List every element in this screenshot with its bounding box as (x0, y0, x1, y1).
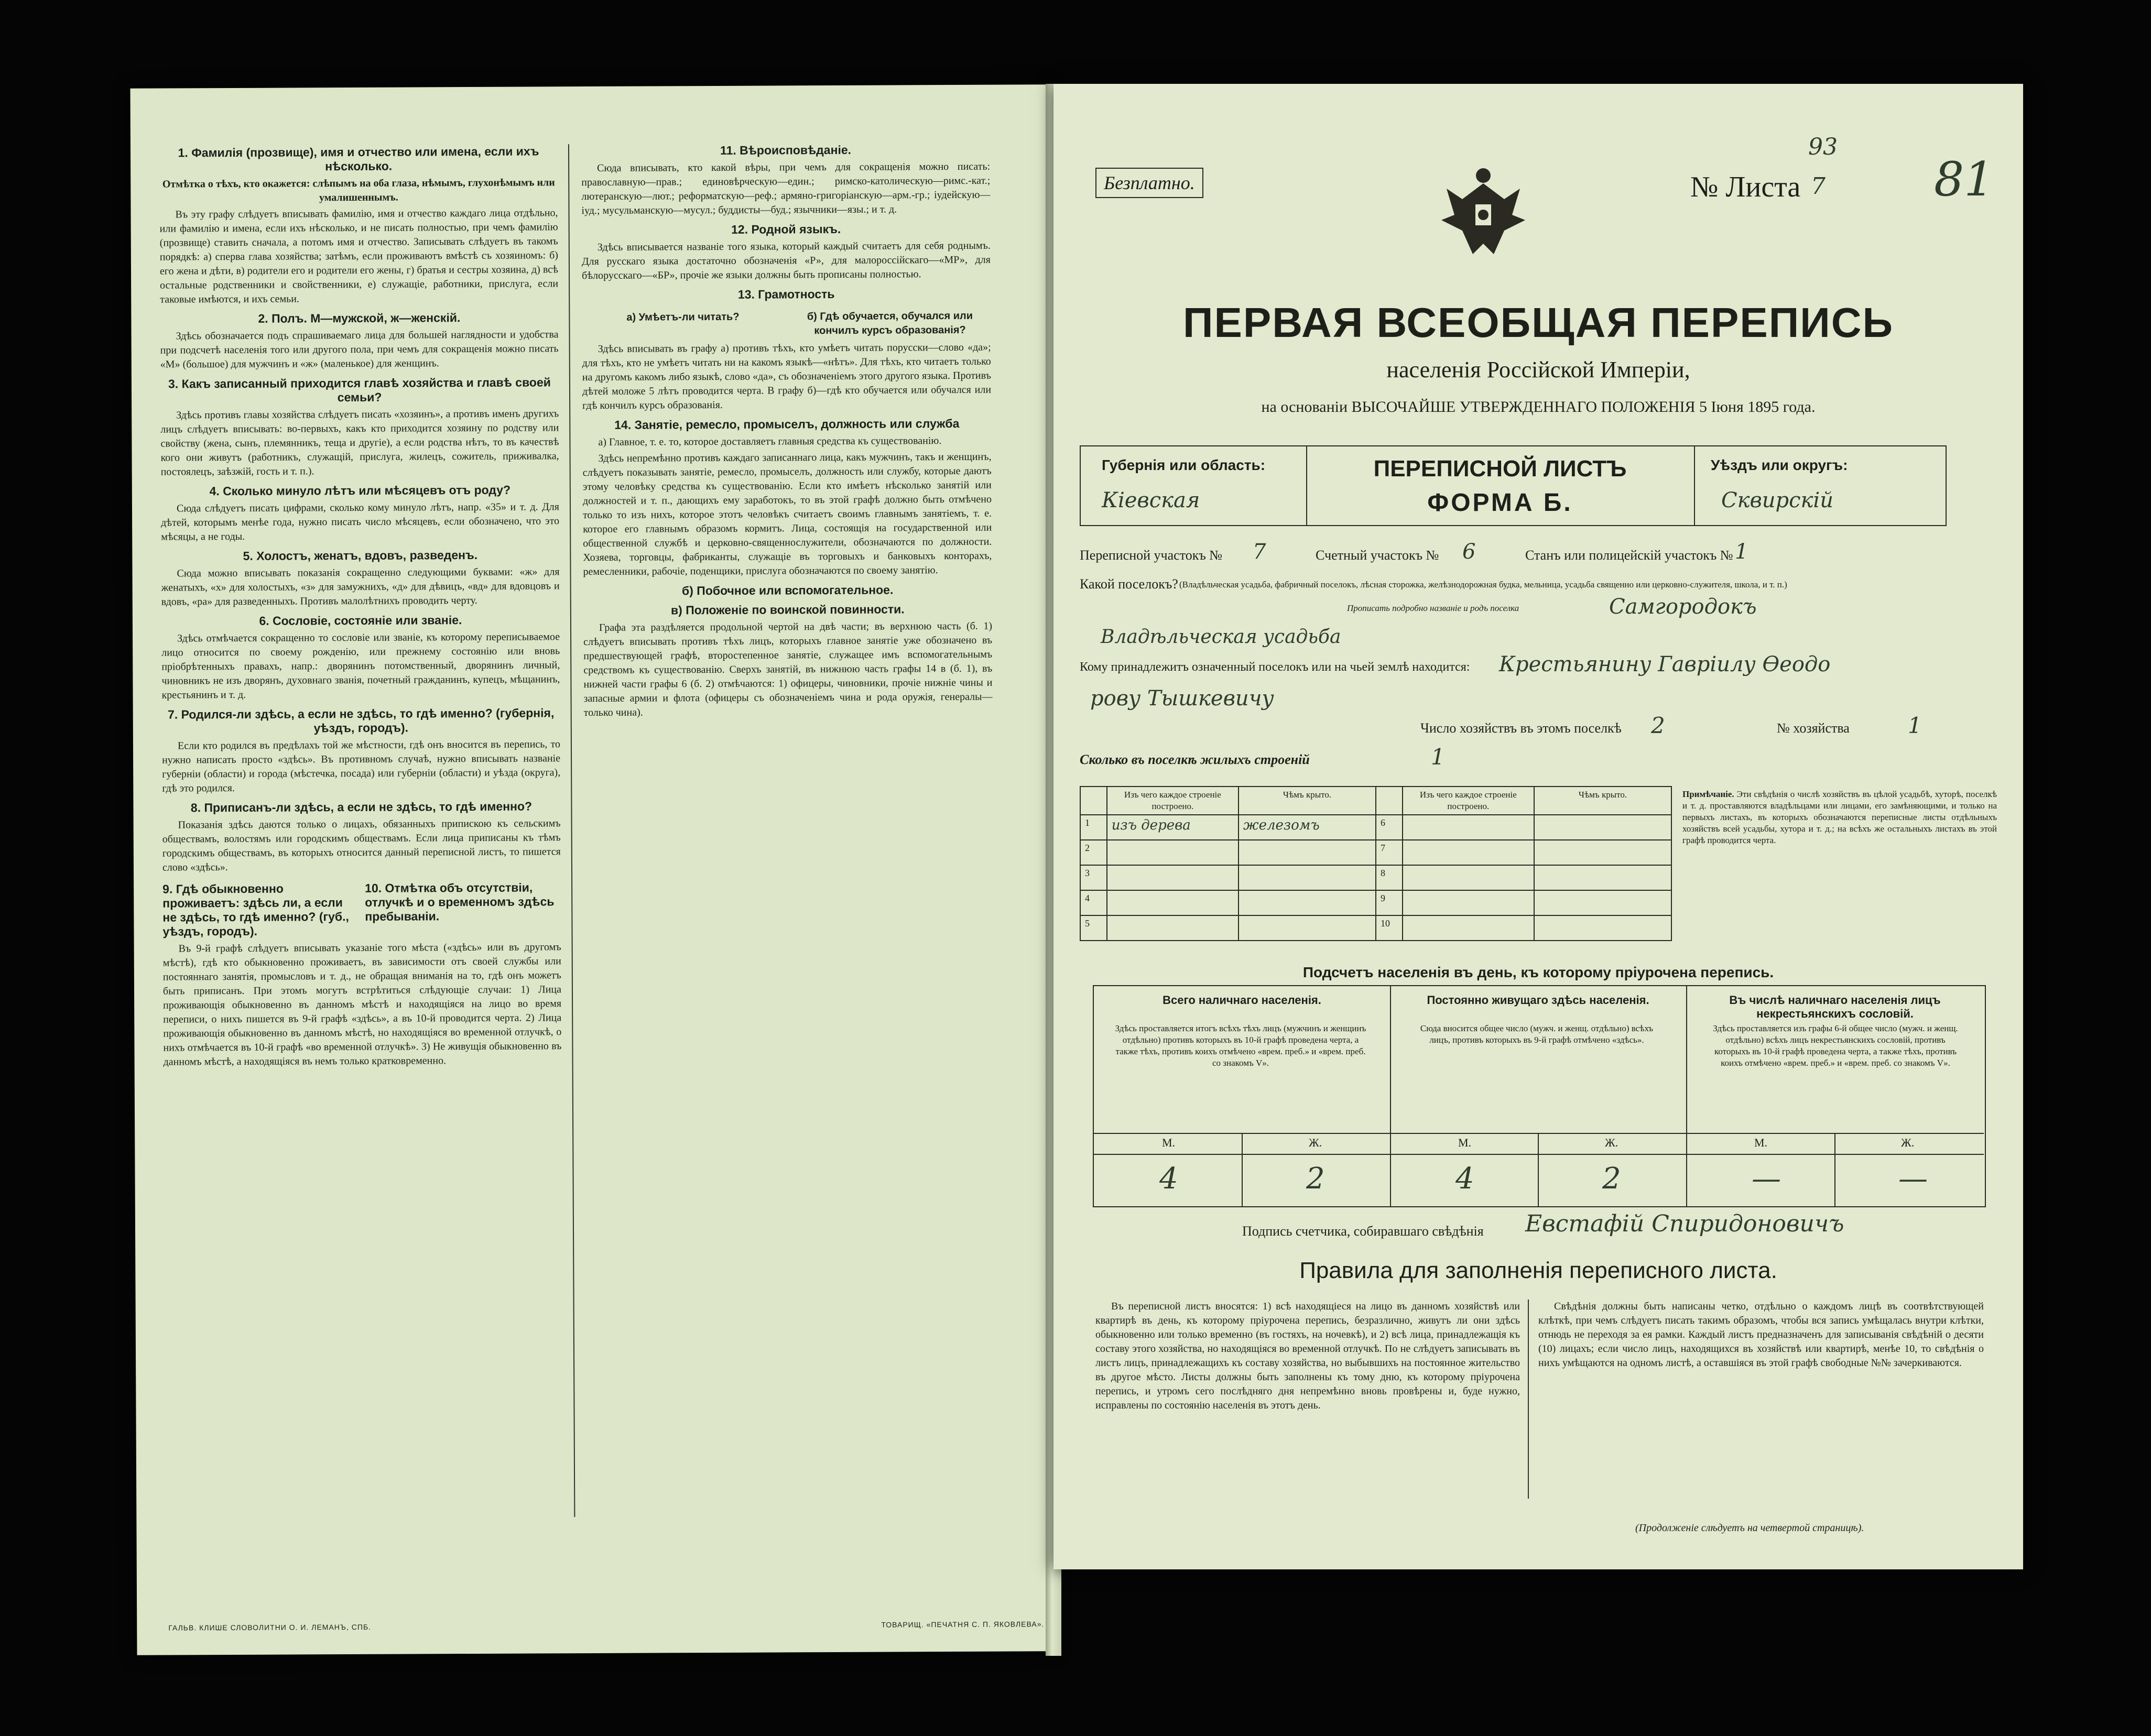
bld-material (1107, 865, 1239, 890)
count-area-value: 6 (1462, 540, 1476, 564)
pop-col3-body: Здѣсь проставляется изъ графы 6-й общее число (мужч. и женщ. отдѣльно) всѣхъ лицъ некрестьянскихъ сословій, противъ которыхъ въ 10-й графѣ проведена черта, а также тѣхъ, противъ коихъ отмѣчено «врем. преб.» и «врем. преб. со знакомъ V». (1713, 1023, 1958, 1068)
eagle-emblem (1431, 157, 1536, 262)
bld-num: 7 (1376, 840, 1403, 865)
bld-material-head-2: Изъ чего каждое строеніе построено. (1403, 787, 1534, 815)
pop-col3-title: Въ числѣ наличнаго населенія лицъ некрестьянскихъ сословій. (1729, 993, 1941, 1020)
bld-roof (1239, 890, 1376, 915)
sec13-a: а) Умѣетъ-ли читать? (626, 311, 740, 323)
buildings-note (1682, 789, 1997, 846)
settlement-hint-2: Прописать подробно названіе и родъ поселка (1347, 603, 1519, 613)
pop-divider (1094, 1133, 1984, 1134)
census-area-label: Переписной участокъ № (1080, 548, 1223, 563)
bld-num: 10 (1376, 915, 1403, 941)
left-footer: ГАЛЬВ. КЛИШЕ СЛОВОЛИТНИ О. И. ЛЕМАНЪ, СПБ. (168, 1622, 372, 1632)
pop-f-head-3: Ж. (1901, 1136, 1915, 1149)
sec9-body: Въ 9-й графѣ слѣдуетъ вписывать указаніе того мѣста («здѣсь» или въ другомъ мѣстѣ), гдѣ кто обыкновенно проживаетъ, въ зависимости отъ своей службы или постояннаго занятія, промысловъ и т. д., не обращая вниманія на то, гдѣ онъ можетъ быть приписанъ. При этомъ могутъ встрѣтиться слѣдующіе случаи: 1) Лица проживающія обыкновенно въ данномъ мѣстѣ и находящіяся на лицо во время переписи, о нихъ пишется въ 9-й графѣ «здѣсь», а въ 10-й проводится черта. 2) Лица проживающія обыкновенно въ данномъ мѣстѣ, но находящіяся во временной отлучкѣ, о нихъ отмѣчается въ 10-й графѣ «во временной отлучкѣ». 3) Не живущія обыкновенно въ данномъ мѣстѣ, а находящіяся въ немъ только кратковременно. (162, 941, 562, 1068)
bld-material-head: Изъ чего каждое строеніе построено. (1107, 787, 1239, 815)
district-value: Сквирскій (1721, 488, 1833, 512)
left-page (130, 84, 1054, 1655)
pop-mf-sep-3 (1834, 1133, 1835, 1206)
province-label: Губернія или область: (1102, 457, 1266, 473)
census-area-value: 7 (1253, 540, 1266, 564)
sec1-sub: Отмѣтка о тѣхъ, кто окажется: слѣпымъ на оба глаза, нѣмымъ, глухонѣмымъ или умалишеннымъ. (162, 177, 555, 204)
bld-roof: железомъ (1239, 815, 1376, 840)
bld-roof (1534, 890, 1671, 915)
bld-num: 6 (1376, 815, 1403, 840)
bld-material (1403, 840, 1534, 865)
bld-num: 3 (1080, 865, 1107, 890)
table-row (1080, 865, 1671, 890)
pop-mf-sep-2 (1538, 1133, 1539, 1206)
sec3-title: 3. Какъ записанный приходится главѣ хозяйства и главѣ своей семьи? (168, 375, 551, 405)
households-value: 2 (1651, 713, 1665, 738)
bld-num: 2 (1080, 840, 1107, 865)
sec14c-body: Графа эта раздѣляется продольной чертой на двѣ части; въ верхнюю часть (б. 1) слѣдуетъ вписывать противъ тѣхъ лицъ, которыхъ главное занятіе уже обозначено въ предшествующей графѣ, второстепенное занятіе, служащее имъ вспомогательнымъ средствомъ къ существованію. Сверхъ занятій, въ нижнюю часть графы 14 в (б. 1), въ нижней части графы 6 (б. 2) отмѣчаются: 1) офицеры, чиновники, прочіе нижніе чины и запасные армии и флота (офицеры съ обозначеніемъ чина и рода оружія, генералы—только чина). (583, 620, 993, 719)
count-area-label: Счетный участокъ № (1316, 548, 1439, 563)
police-area-label: Станъ или полицейскій участокъ № (1525, 548, 1733, 563)
double-headed-eagle-icon (1431, 157, 1536, 262)
table-row (1080, 840, 1671, 865)
sec10-title: 10. Отмѣтка объ отсутствіи, отлучкѣ и о временномъ здѣсь пребываніи. (365, 880, 555, 923)
stamp-number: 93 (1808, 134, 1838, 160)
signature-label: Подпись счетчика, собиравшаго свѣдѣнія (1242, 1224, 1484, 1239)
province-cell (1081, 446, 1307, 525)
continued-note: (Продолженіе слѣдуетъ на четвертой страницѣ). (1635, 1522, 1864, 1534)
signature-value: Евстафій Спиридоновичъ (1525, 1210, 1844, 1237)
bld-material (1107, 915, 1239, 941)
bld-num: 5 (1080, 915, 1107, 941)
pop-m-head-1: М. (1162, 1136, 1176, 1149)
province-value: Кіевская (1102, 488, 1200, 512)
sec9-title: 9. Гдѣ обыкновенно проживаетъ: здѣсь ли, а если не здѣсь, то гдѣ именно? (губ., уѣздъ, городъ). (162, 881, 349, 938)
sec12-title: 12. Родной языкъ. (731, 222, 841, 236)
sec5-body: Сюда можно вписывать показанія сокращенно следующими буквами: «ж» для женатыхъ, «х» для холостыхъ, «з» для замужнихъ, «д» для дѣвицъ, «вд» для вдовцовъ и вдовъ, «ра» для разведенныхъ. Противъ малолѣтнихъ проводить черту. (161, 566, 560, 608)
pop-f-head-1: Ж. (1309, 1136, 1322, 1149)
sec11-body: Сюда вписывать, кто какой вѣры, при чемъ для сокращенія можно писать: православную—прав.; единовѣрческую—един.; римско-католическую—римс.-кат.; лютеранскую—лют.; реформатскую—реф.; армяно-григоріанскую—арм.-гр.; іудейскую—іуд.; мусульманскую—мусул.; буддисты—буд.; язычники—язы.; и т. д. (581, 160, 991, 217)
sec7-body: Если кто родился въ предѣлахъ той же мѣстности, гдѣ онъ вносится въ перепись, то нужно написать просто «здѣсь». Въ противномъ случаѣ, нужно вписывать названіе губерніи (области) и города (мѣстечка, посада) или губерніи (области) и уѣзда (округа), гдѣ это родился. (162, 738, 561, 794)
police-area-value: 1 (1735, 540, 1748, 564)
pop-f-head-2: Ж. (1605, 1136, 1618, 1149)
sec11-title: 11. Вѣроисповѣданіе. (720, 143, 852, 157)
form-title-cell (1306, 446, 1694, 525)
sec2-title: 2. Полъ. М—мужской, ж—женскій. (258, 311, 461, 325)
settlement-hint: (Владѣльческая усадьба, фабричный поселокъ, лѣсная сторожка, желѣзнодорожная будка, мельница, усадьба священно или церковно-служителя, школа, и т. п.) (1179, 580, 1787, 589)
bld-material (1403, 815, 1534, 840)
households-label: Число хозяйствъ въ этомъ поселкѣ (1420, 720, 1622, 736)
bld-num-head-2 (1376, 787, 1403, 815)
bld-roof (1534, 865, 1671, 890)
pop-col1-title: Всего наличнаго населенія. (1163, 993, 1321, 1007)
bld-material (1107, 840, 1239, 865)
bld-num: 8 (1376, 865, 1403, 890)
sheet-number-label: № Листа (1690, 171, 1801, 203)
pop-mf-sep-1 (1242, 1133, 1243, 1206)
buildings-header-row (1080, 787, 1671, 815)
household-no-label: № хозяйства (1777, 720, 1850, 736)
population-title: Подсчетъ населенія въ день, къ которому пріурочена перепись. (1302, 964, 1774, 980)
sec13-title: 13. Грамотность (737, 287, 835, 301)
bld-num: 1 (1080, 815, 1107, 840)
table-row (1080, 915, 1671, 941)
sec2-body: Здѣсь обозначается подъ спрашиваемаго лица для большей наглядности и удобства при подсчетѣ населенія того или другого пола, при чемъ для сокращенія можно писать «М» (большое) для мужчинъ и «ж» (маленькое) для женщинъ. (160, 329, 559, 370)
form-title-1: ПЕРЕПИСНОЙ ЛИСТЪ (1373, 456, 1627, 482)
population-table (1093, 985, 1986, 1207)
pop-col2-body: Сюда вносится общее число (мужч. и женщ. отдѣльно) всѣхъ лицъ, противъ которыхъ въ 9-й графѣ отмѣчено «здѣсь». (1420, 1023, 1654, 1045)
bld-material (1403, 865, 1534, 890)
right-footer: ТОВАРИЩ. «ПЕЧАТНЯ С. П. ЯКОВЛЕВА». (881, 1620, 1045, 1629)
rules-right: Свѣдѣнія должны быть написаны четко, отдѣльно о каждомъ лицѣ въ соотвѣтствующей клѣткѣ, при чемъ слѣдуетъ писать такимъ образомъ, чтобы вся запись умѣщалась внутри клѣтки, отнюдь не переходя за ея рамки. Каждый листъ предназначенъ для записыванія свѣдѣній о десяти (10) лицахъ; если число лицъ, находящихся въ хозяйствѣ или квартирѣ, менѣе 10, то свѣдѣнія о нихъ умѣщаются на одномъ листѣ, а оставшіяся въ этой графѣ свободные №№ зачеркиваются. (1538, 1301, 1984, 1369)
form-header-box (1080, 445, 1947, 526)
bld-roof (1534, 815, 1671, 840)
sec4-title: 4. Сколько минуло лѣтъ или мѣсяцевъ отъ роду? (209, 483, 511, 498)
rules-title: Правила для заполненія переписного листа. (1299, 1258, 1777, 1283)
right-page (1053, 84, 2023, 1569)
sec13-subcols (582, 304, 991, 342)
table-row (1080, 890, 1671, 915)
sec13-body: Здѣсь вписывать въ графу а) противъ тѣхъ, кто умѣетъ читать порусски—слово «да»; для тѣхъ, кто не умѣетъ читать ни на какомъ языкѣ—«нѣтъ». Для тѣхъ, кто читаетъ только на другомъ какомъ либо языкѣ, слово «да», съ обозначеніемъ этого другого языка. Противъ дѣтей моложе 5 лѣтъ проводится черта. В графу б)—гдѣ кто обучается или обучался или гдѣ кончилъ курсъ образованія. (582, 341, 992, 412)
owner-label: Кому принадлежитъ означенный поселокъ или на чьей землѣ находится: (1080, 660, 1470, 674)
sec1-body: Въ эту графу слѣдуетъ вписывать фамилію, имя и отчество каждаго лица отдѣльно, или фамилію и имена, если ихъ нѣсколько, и не писать полностью, при чемъ фамилію (прозвище) ставить сначала, а потомъ имя и отчество. Записывать слѣдуетъ въ такомъ порядкѣ: а) сперва глава хозяйства; затѣмъ, если проживаютъ вмѣстѣ съ хозяиномъ: б) его жена и дѣти, в) родители его и родители его жены, г) братья и сестры хозяина, д) всѣ остальные родственники и свойственники, е) служащіе, работники, прислуга, если таковые имѣются, и ихъ семьи. (159, 207, 559, 305)
sec8-body: Показанія здѣсь даются только о лицахъ, обязанныхъ припискою къ сельскимъ обществамъ, волостямъ или городскимъ обществамъ. Если лица приписаны къ тѣмъ городскимъ обществамъ, въ которыхъ относится данный переписной листъ, то пишется слово «здѣсь». (162, 817, 561, 874)
sec4-body: Сюда слѣдуетъ писать цифрами, сколько кому минуло лѣтъ, напр. «35» и т. д. Для дѣтей, которымъ менѣе года, нужно писать число мѣсяцевъ, если обозначено, что это мѣсяцы, а не годы. (161, 501, 560, 543)
sec14-sub: а) Главное, т. е. то, которое доставляетъ главныя средства къ существованію. (598, 435, 942, 448)
rules-left: Въ переписной листъ вносятся: 1) всѣ находящіеся на лицо въ данномъ хозяйствѣ или квартирѣ въ день, къ которому пріурочена перепись, безразлично, живутъ ли они здѣсь обыкновенно или только временно (въ гостяхъ, на ночевкѣ), и 2) всѣ лица, принадлежащія къ составу этого хозяйства, но находящіяся во временной отлучкѣ. По не слѣдуетъ записывать въ листъ лицъ, принадлежащихъ къ составу хозяйства, но выбывшихъ на постоянное жительство въ другое мѣсто. Листы должны быть заполнены къ тому дню, къ которому пріурочена перепись, и утромъ сего послѣдняго дня непремѣнно вновь провѣрены и, буде нужно, исправлены по состоянію населенія въ этотъ день. (1095, 1301, 1520, 1411)
note-title: Примѣчаніе. (1682, 789, 1734, 799)
handwritten-sheet-number: 81 (1934, 152, 1994, 207)
column-divider (568, 144, 575, 1517)
census-title: ПЕРВАЯ ВСЕОБЩАЯ ПЕРЕПИСЬ (1183, 299, 1894, 346)
bld-material (1403, 890, 1534, 915)
bld-material (1107, 890, 1239, 915)
pop-col1-body: Здѣсь проставляется итогъ всѣхъ тѣхъ лицъ (мужчинъ и женщинъ отдѣльно) противъ которыхъ въ 10-й графѣ проведена черта, а также тѣхъ, противъ коихъ отмѣчено «врем. преб.» и «врем. преб. со знакомъ V». (1115, 1023, 1366, 1068)
sec14c-title: в) Положеніе по воинской повинности. (670, 602, 905, 617)
bld-roof (1239, 865, 1376, 890)
sec9-10-header (162, 875, 561, 942)
bld-material (1403, 915, 1534, 941)
pop-value-perm-m: 4 (1455, 1162, 1474, 1196)
left-column (159, 139, 562, 1071)
buildings-table (1080, 786, 1672, 941)
note-body: Эти свѣдѣнія о числѣ хозяйствъ въ цѣлой усадьбѣ, хуторѣ, поселкѣ и т. д. проставляются владѣльцами или лицами, его замѣняющими, и только на первыхъ листахъ, въ которыхъ обозначаются переписные листы отдѣльныхъ хозяйствъ всей усадьбы, хутора и т. д.; на всѣхъ же остальныхъ листахъ въ этой графѣ проводится черта. (1682, 789, 1997, 845)
bld-roof (1534, 840, 1671, 865)
owner-value-1: Крестьянину Гавріилу Ѳеодо (1499, 652, 1831, 676)
pop-m-head-3: М. (1754, 1136, 1768, 1149)
sec13-b: б) Гдѣ обучается, обучался или кончилъ курсъ образованія? (807, 310, 973, 337)
settlement-label: Какой поселокъ? (1080, 576, 1178, 592)
district-label: Уѣздъ или округъ: (1711, 457, 1848, 473)
bld-roof-head-2: Чѣмъ крыто. (1534, 787, 1671, 815)
pop-value-perm-f: 2 (1602, 1162, 1621, 1196)
district-cell (1694, 446, 1946, 525)
form-title-2: ФОРМА Б. (1427, 489, 1573, 517)
household-no-value: 1 (1908, 713, 1922, 738)
sec6-title: 6. Сословіе, состояніе или званіе. (259, 613, 462, 628)
bld-roof (1239, 840, 1376, 865)
bld-roof (1534, 915, 1671, 941)
settlement-value-2: Владѣльческая усадьба (1101, 626, 1341, 648)
census-basis: на основаніи ВЫСОЧАЙШЕ УТВЕРЖДЕННАГО ПОЛОЖЕНІЯ 5 Іюня 1895 года. (1261, 398, 1816, 416)
sec1-title: 1. Фамилія (прозвище), имя и отчество или имена, если ихъ нѣсколько. (178, 144, 539, 173)
bld-roof-head: Чѣмъ крыто. (1239, 787, 1376, 815)
table-row (1080, 815, 1671, 840)
pop-value-total-f: 2 (1306, 1162, 1325, 1196)
bld-num: 9 (1376, 890, 1403, 915)
bld-num-head (1080, 787, 1107, 815)
sec5-title: 5. Холостъ, женатъ, вдовъ, разведенъ. (243, 548, 478, 563)
buildings-value: 1 (1431, 744, 1445, 770)
pop-value-total-m: 4 (1159, 1162, 1178, 1196)
sec14b-title: б) Побочное или вспомогательное. (681, 583, 894, 598)
buildings-label: Сколько въ поселкѣ жилыхъ строеній (1080, 752, 1310, 767)
sec8-title: 8. Приписанъ-ли здѣсь, а если не здѣсь, то гдѣ именно? (190, 799, 533, 815)
pop-value-noncr-m: — (1752, 1162, 1781, 1196)
right-column (581, 137, 993, 722)
owner-value-2: рову Тышкевичу (1090, 686, 1274, 711)
free-label: Безплатно. (1095, 168, 1203, 198)
sec3-body: Здѣсь противъ главы хозяйства слѣдуетъ писать «хозяинъ», а противъ именъ другихъ лицъ слѣдуетъ вписывать: во-первыхъ, какъ кто приходится хозяину по родству или свойству (жена, сынъ, племянникъ, теща и другіе), а если родства нѣтъ, то въ качествѣ кого они живутъ (работникъ, служащій, прислуга, жилецъ, сожитель, приживалка, постоялецъ, заѣзжій, гость и т. п.). (160, 408, 559, 478)
rules-divider (1528, 1300, 1529, 1499)
pop-m-head-2: М. (1458, 1136, 1472, 1149)
pop-col2-title: Постоянно живущаго здѣсь населенія. (1427, 993, 1649, 1007)
sec6-body: Здѣсь отмѣчается сокращенно то сословіе или званіе, къ которому переписываемое лицо относится по своему рожденію, или прежнему состоянію или вновь пріобрѣтенныхъ правахъ, напр.: дворянинъ потомственный, дворянинъ личный, чиновникъ не изъ дворянъ, духовнаго званія, почетный гражданинъ, купецъ, мѣщанинъ, крестьянинъ и т. д. (161, 631, 560, 701)
census-subtitle: населенія Россійской Имперіи, (1386, 357, 1690, 383)
sec14-body: Здѣсь непремѣнно противъ каждаго записаннаго лица, какъ мужчинъ, такъ и женщинъ, слѣдуетъ показывать занятіе, ремесло, промыселъ, должность или службу, которые даютъ этому человѣку средства къ существованію. Если кто имѣетъ нѣсколько занятій или должностей и т. п., дающихъ ему заработокъ, то въ этой графѣ должно быть отмѣчено только то изъ нихъ, которое этотъ человѣкъ считаетъ своимъ главнымъ занятіемъ, т. е. которое его главнымъ образомъ кормитъ. Лица, состоящія на государственной или общественной службѣ и церковно-священнослужители, обозначаются по должности. Хозяева, торговцы, фабриканты, служащіе въ торговыхъ и банковыхъ конторахъ, ремесленники, рабочіе, поденщики, прислуга обозначаются по своему занятію. (582, 451, 992, 578)
bld-roof (1239, 915, 1376, 941)
bld-num: 4 (1080, 890, 1107, 915)
sec12-body: Здѣсь вписывается названіе того языка, который каждый считаетъ для себя роднымъ. Для русскаго языка достаточно обозначенія «Р», для малороссійскаго—«МР», для бѣлорусскаго—«БР», прочіе же языки должны быть прописаны полностью. (581, 239, 991, 282)
sec7-title: 7. Родился-ли здѣсь, а если не здѣсь, то гдѣ именно? (губернія, уѣздъ, городъ). (168, 706, 555, 735)
sec14-title: 14. Занятіе, ремесло, промыселъ, должность или служба (614, 416, 960, 432)
settlement-value-1: Самгородокъ (1609, 595, 1757, 619)
bld-material: изъ дерева (1107, 815, 1239, 840)
sheet-number-value: 7 (1811, 173, 1826, 200)
pop-divider-2 (1094, 1154, 1984, 1155)
pop-value-noncr-f: — (1898, 1162, 1928, 1196)
